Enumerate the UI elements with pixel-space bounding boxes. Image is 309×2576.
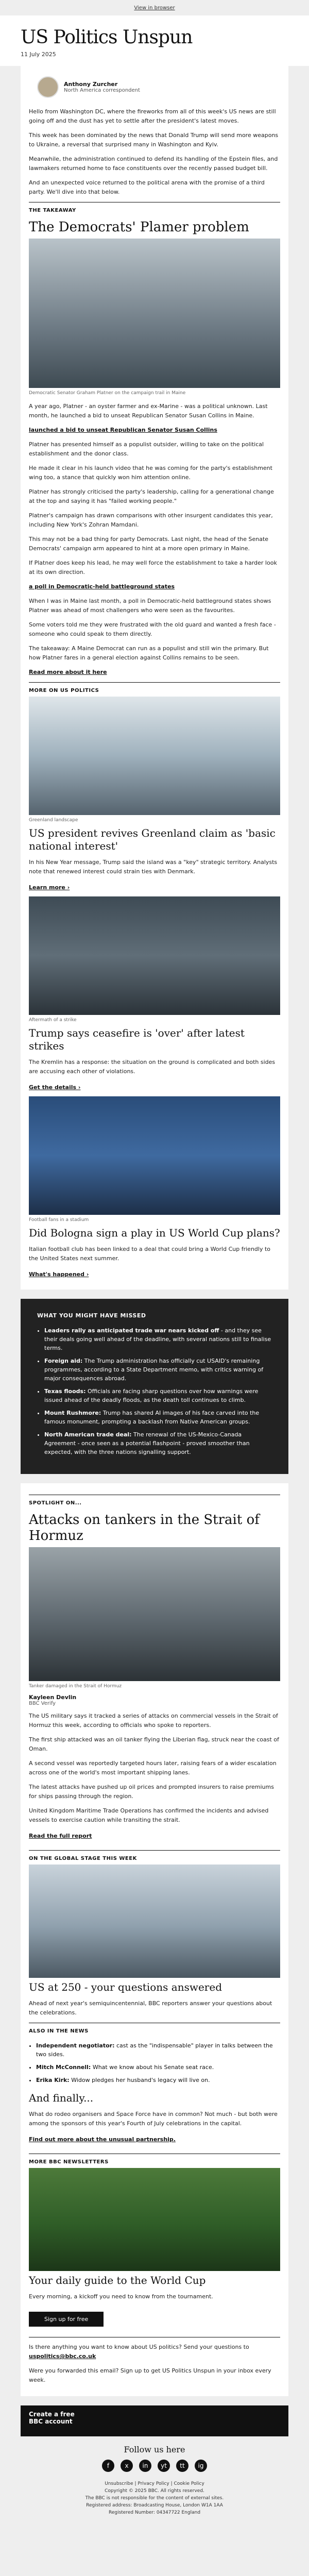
list-item: • Leaders rally as anticipated trade war nears kicked off - and they see their deals going well ahead of the deadline, with several nations still to finalise terms. <box>44 1326 272 1352</box>
list-item: • Foreign aid: The Trump administration has officially cut USAID's remaining programmes, according to a State Department memo, with critics warning of major consequences abroad. <box>44 1357 272 1383</box>
global-image <box>29 1865 280 1978</box>
top-bar <box>0 0 309 15</box>
missed-list <box>29 1326 280 1468</box>
footer: Unsubscribe | Privacy Policy | Cookie Policy Copyright © 2025 BBC. All rights reserved. The BBC is not responsible for the content of external sites. Registered address: Broadcasting House, London W1A 1AA Registered Number: 04347722 England <box>0 2477 309 2519</box>
instagram-icon[interactable]: ig <box>195 2460 207 2472</box>
finally-text: What do rodeo organisers and Space Force have in common? Not much - but both were among the sponsors of this year's Fourth of July celebrations in the capital. <box>29 2111 278 2127</box>
image-caption: Football fans in a stadium <box>29 1217 89 1223</box>
spotlight-headline: Attacks on tankers in the Strait of Hormuz <box>29 1512 260 1544</box>
intro-paragraph: This week has been dominated by the news that Donald Trump will send more weapons to Ukraine, a reversal that surprised many in Washington and Kyiv. <box>29 132 279 148</box>
section-label: MORE BBC NEWSLETTERS <box>29 2154 280 2168</box>
lead-paragraph: Platner has presented himself as a populist outsider, willing to take on the political establishment and the donor class. <box>29 441 264 457</box>
newsletter-summary: Every morning, a kickoff you need to know from the tournament. <box>29 2293 213 2300</box>
image-caption: Democratic Senator Graham Platner on the campaign trail in Maine <box>29 391 186 396</box>
intro-paragraph: Hello from Washington DC, where the fireworks from all of this week's US news are still going off and the dust has yet to settle after the president's latest moves. <box>29 108 276 124</box>
spotlight-paragraph: The latest attacks have pushed up oil prices and prompted insurers to raise premiums for ships passing through the region. <box>29 1784 274 1800</box>
section-label: ALSO IN THE NEWS <box>29 2023 280 2037</box>
linkedin-icon[interactable]: in <box>139 2460 151 2472</box>
newsletter-image <box>29 2168 280 2271</box>
newsletter-title: US Politics Unspun <box>21 27 193 48</box>
social-title: Follow us here <box>124 2445 185 2454</box>
sign-up-button[interactable]: Sign up for free <box>29 2312 104 2327</box>
masthead <box>0 15 309 66</box>
missed-title: WHAT YOU MIGHT HAVE MISSED <box>37 1312 146 1319</box>
read-more-paragraph <box>29 668 280 677</box>
story-headline[interactable]: Trump says ceasefire is 'over' after latest strikes <box>29 1027 245 1052</box>
list-item[interactable]: • Mitch McConnell: What we know about his Senate seat race. <box>36 2063 280 2072</box>
lead-paragraph: He made it clear in his launch video that he was coming for the party's establishment wing too, a stance that quickly won him attention online. <box>29 465 272 481</box>
lead-paragraph: If Platner does keep his lead, he may well force the establishment to take a harder look at its own direction. <box>29 560 277 575</box>
section-label: MORE ON US POLITICS <box>29 682 280 697</box>
list-item[interactable]: • Erika Kirk: Widow pledges her husband's legacy will live on. <box>36 2076 280 2084</box>
inline-link[interactable]: a poll in Democratic-held battleground states <box>29 583 175 590</box>
spotlight-paragraph: The first ship attacked was an oil tanker flying the Liberian flag, struck near the coast of Oman. <box>29 1736 279 1752</box>
byline-role: BBC Verify <box>29 1701 56 1706</box>
account-promo[interactable]: Create a free BBC account <box>21 2405 288 2436</box>
missed-box <box>21 1299 288 1474</box>
intro-paragraph: Meanwhile, the administration continued to defend its handling of the Epstein files, and lawmakers returned home to face constituents over the recently passed budget bill. <box>29 156 278 172</box>
story-image <box>29 697 280 815</box>
lead-paragraph: Platner's campaign has drawn comparisons with other insurgent candidates this year, including New York's Zohran Mamdani. <box>29 512 273 528</box>
image-caption: Tanker damaged in the Strait of Hormuz <box>29 1684 122 1689</box>
forward-text: Were you forwarded this email? Sign up to get US Politics Unspun in your inbox every week. <box>29 2367 271 2383</box>
story-headline[interactable]: Did Bologna sign a play in US World Cup plans? <box>29 1227 280 1239</box>
social-icons <box>0 2460 309 2472</box>
avatar <box>37 76 59 98</box>
spotlight-image <box>29 1547 280 1681</box>
spotlight-paragraph: United Kingdom Maritime Trade Operations has confirmed the incidents and advised vessels to exercise caution while transiting the strait. <box>29 1807 269 1823</box>
finally-link[interactable]: Find out more about the unusual partnership. <box>29 2136 176 2143</box>
lead-paragraph <box>29 582 280 591</box>
section-label: ON THE GLOBAL STAGE THIS WEEK <box>29 1850 280 1865</box>
feedback-text: Is there anything you want to know about US politics? Send your questions to uspolitics@bbc.co.uk <box>29 2337 280 2361</box>
intro-paragraph: And an unexpected voice returned to the political arena with the promise of a third party. We'll dive into that below. <box>29 179 265 195</box>
issue-date: 11 July 2025 <box>21 51 56 58</box>
footer-links[interactable]: Unsubscribe | Privacy Policy | Cookie Policy <box>105 2481 204 2486</box>
finally-title: And finally... <box>29 2092 94 2104</box>
view-in-browser-link[interactable]: View in browser <box>134 5 175 11</box>
lead-paragraph: This may not be a bad thing for party Democrats. Last night, the head of the Senate Democrats' campaign arm appeared to hint at a more open primary in Maine. <box>29 536 269 552</box>
story-link[interactable]: What's happened › <box>29 1271 89 1278</box>
list-item: • Texas floods: Officials are facing sharp questions over how warnings were issued ahead of the deadly floods, as the death toll continues to climb. <box>44 1387 272 1404</box>
facebook-icon[interactable]: f <box>102 2460 114 2472</box>
story-image <box>29 1096 280 1215</box>
read-more-link[interactable]: Read more about it here <box>29 669 107 675</box>
feedback-email-link[interactable]: uspolitics@bbc.co.uk <box>29 2353 96 2360</box>
tiktok-icon[interactable]: tt <box>176 2460 188 2472</box>
lead-paragraph: When I was in Maine last month, a poll in Democratic-held battleground states shows Platner was ahead of most challengers who were seen as the favourites. <box>29 598 271 614</box>
byline-name: Kayleen Devlin <box>29 1694 77 1701</box>
story-summary: The Kremlin has a response: the situation on the ground is complicated and both sides are accusing each other of violations. <box>29 1059 276 1075</box>
global-headline[interactable]: US at 250 - your questions answered <box>29 1981 222 1993</box>
author-block <box>29 72 280 102</box>
story-summary: In his New Year message, Trump said the island was a "key" strategic territory. Analysts note that renewed interest could strain ties with Denmark. <box>29 859 278 875</box>
story-headline[interactable]: US president revives Greenland claim as 'basic national interest' <box>29 827 276 852</box>
global-summary: Ahead of next year's semiquincentennial, BBC reporters answer your questions about the celebrations. <box>29 2000 272 2016</box>
lead-paragraph: Some voters told me they were frustrated with the old guard and wanted a fresh face - someone who could speak to them directly. <box>29 621 276 637</box>
list-item: • North American trade deal: The renewal of the US-Mexico-Canada Agreement - once seen as a potential flashpoint - proved smoother than expected, with the three nations signalling support. <box>44 1430 272 1456</box>
author-role: North America correspondent <box>64 88 140 93</box>
lead-paragraph: A year ago, Platner - an oyster farmer and ex-Marine - was a political unknown. Last month, he launched a bid to unseat Republican Senator Susan Collins in Maine. <box>29 403 268 419</box>
story-link[interactable]: Learn more › <box>29 884 70 891</box>
image-caption: Greenland landscape <box>29 818 78 823</box>
section-label: SPOTLIGHT ON... <box>29 1495 280 1509</box>
spotlight-paragraph: A second vessel was reportedly targeted hours later, raising fears of a wider escalation across one of the world's most important shipping lanes. <box>29 1760 277 1776</box>
list-item: • Mount Rushmore: Trump has shared AI images of his face carved into the famous monument, prompting a backlash from Native American groups. <box>44 1409 272 1426</box>
inline-link[interactable]: launched a bid to unseat Republican Senator Susan Collins <box>29 427 217 433</box>
spotlight-card <box>21 1483 288 2396</box>
newsletter-headline: Your daily guide to the World Cup <box>29 2274 206 2286</box>
lead-paragraph: Platner has strongly criticised the party's leadership, calling for a generational change at the top and saying it has "failed working people." <box>29 488 274 504</box>
story-link[interactable]: Get the details › <box>29 1084 81 1091</box>
story-image <box>29 896 280 1015</box>
also-list <box>29 2041 280 2084</box>
intro-card <box>21 66 288 1290</box>
author-name: Anthony Zurcher <box>64 81 118 88</box>
list-item[interactable]: • Independent negotiator: cast as the "indispensable" player in talks between the two sides. <box>36 2041 280 2059</box>
lead-paragraph: The takeaway: A Maine Democrat can run as a populist and still win the primary. But how Platner fares in a general election against Collins remains to be seen. <box>29 645 269 661</box>
youtube-icon[interactable]: yt <box>158 2460 170 2472</box>
spotlight-paragraph: The US military says it tracked a series of attacks on commercial vessels in the Strait of Hormuz this week, according to officials who spoke to reporters. <box>29 1713 278 1728</box>
lead-paragraph <box>29 426 280 435</box>
lead-headline: The Democrats' Plamer problem <box>29 219 249 235</box>
x-icon[interactable]: x <box>121 2460 133 2472</box>
section-label: THE TAKEAWAY <box>29 202 280 216</box>
spotlight-link[interactable]: Read the full report <box>29 1833 92 1839</box>
image-caption: Aftermath of a strike <box>29 1018 77 1023</box>
story-summary: Italian football club has been linked to a deal that could bring a World Cup friendly to the United States next summer. <box>29 1246 271 1262</box>
lead-image <box>29 239 280 388</box>
